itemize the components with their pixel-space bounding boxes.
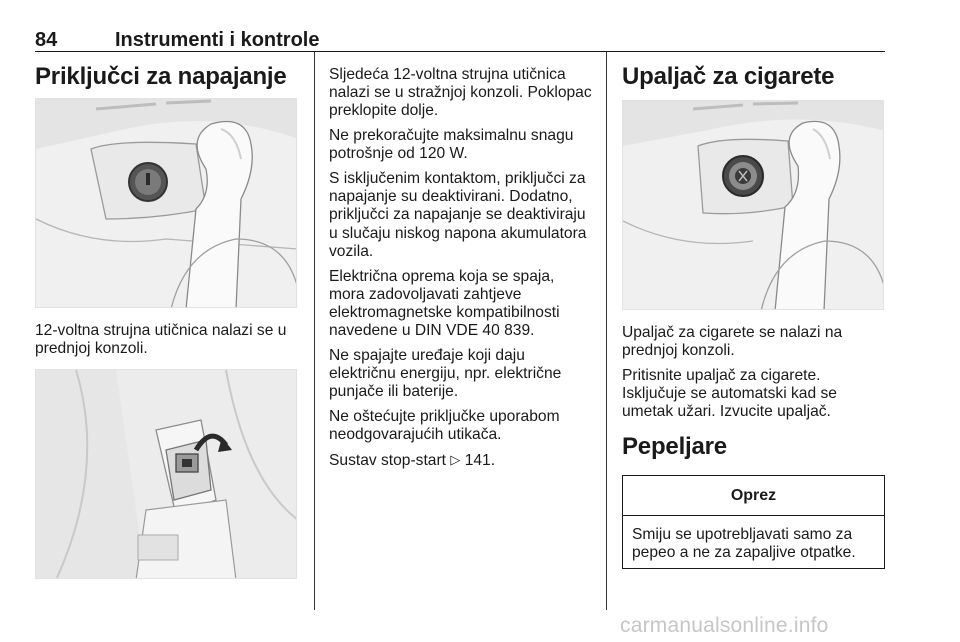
caution-title: Oprez: [623, 476, 884, 516]
rear-outlet-illustration: [35, 369, 297, 579]
section-heading-power-outlets: Priključci za napajanje: [35, 63, 287, 90]
column-right: [622, 52, 885, 569]
paragraph-lighter-usage: Pritisnite upaljač za cigarete. Isključuje se automatski kad se umetak užari. Izvucite upaljač.: [622, 366, 837, 421]
cross-reference-page[interactable]: 141.: [464, 451, 496, 469]
paragraph-no-damage: Ne oštećujte priključke uporabom neodgovarajućih utikača.: [329, 407, 560, 444]
paragraph-deactivation: S isključenim kontaktom, priključci za napajanje su deaktivirani. Dodatno, priključci za napajanje se deaktiviraju u slučaju niskog napona akumulatora vozila.: [329, 170, 587, 260]
column-divider: [314, 52, 315, 610]
page-header: [35, 30, 885, 52]
running-title: Instrumenti i kontrole: [115, 29, 320, 51]
cigarette-lighter-caption: Upaljač za cigarete se nalazi na prednjoj konzoli.: [622, 324, 843, 360]
section-heading-ashtrays: Pepeljare: [622, 432, 727, 460]
front-outlet-illustration: [35, 98, 297, 308]
cigarette-lighter-illustration: [622, 100, 884, 310]
section-heading-cigarette-lighter: Upaljač za cigarete: [622, 63, 835, 90]
column-divider: [606, 52, 607, 610]
cross-reference: [329, 451, 593, 470]
column-left: [35, 52, 297, 579]
paragraph-rear-outlet: Sljedeća 12-voltna strujna utičnica nalazi se u stražnjoj konzoli. Poklopac preklopite dolje.: [329, 66, 592, 120]
cross-reference-text: Sustav stop-start: [329, 451, 446, 469]
caution-box: [622, 475, 885, 569]
front-outlet-caption: 12-voltna strujna utičnica nalazi se u prednjoj konzoli.: [35, 322, 287, 358]
caution-text: Smiju se upotrebljavati samo za pepeo a ne za zapaljive otpatke.: [632, 525, 856, 561]
watermark: carmanualsonline.info: [620, 614, 829, 637]
column-middle: [329, 52, 593, 477]
paragraph-no-chargers: Ne spajajte uređaje koji daju električnu energiju, npr. električne punjače ili baterije.: [329, 346, 562, 401]
paragraph-emc-compliance: Električna oprema koja se spaja, mora zadovoljavati zahtjeve elektromagnetske kompatibilnosti navedene u DIN VDE 40 839.: [329, 267, 560, 340]
paragraph-max-power: Ne prekoračujte maksimalnu snagu potrošnje od 120 W.: [329, 127, 574, 163]
page-number: 84: [35, 29, 58, 51]
page-reference-arrow-icon: ▷: [450, 451, 461, 467]
